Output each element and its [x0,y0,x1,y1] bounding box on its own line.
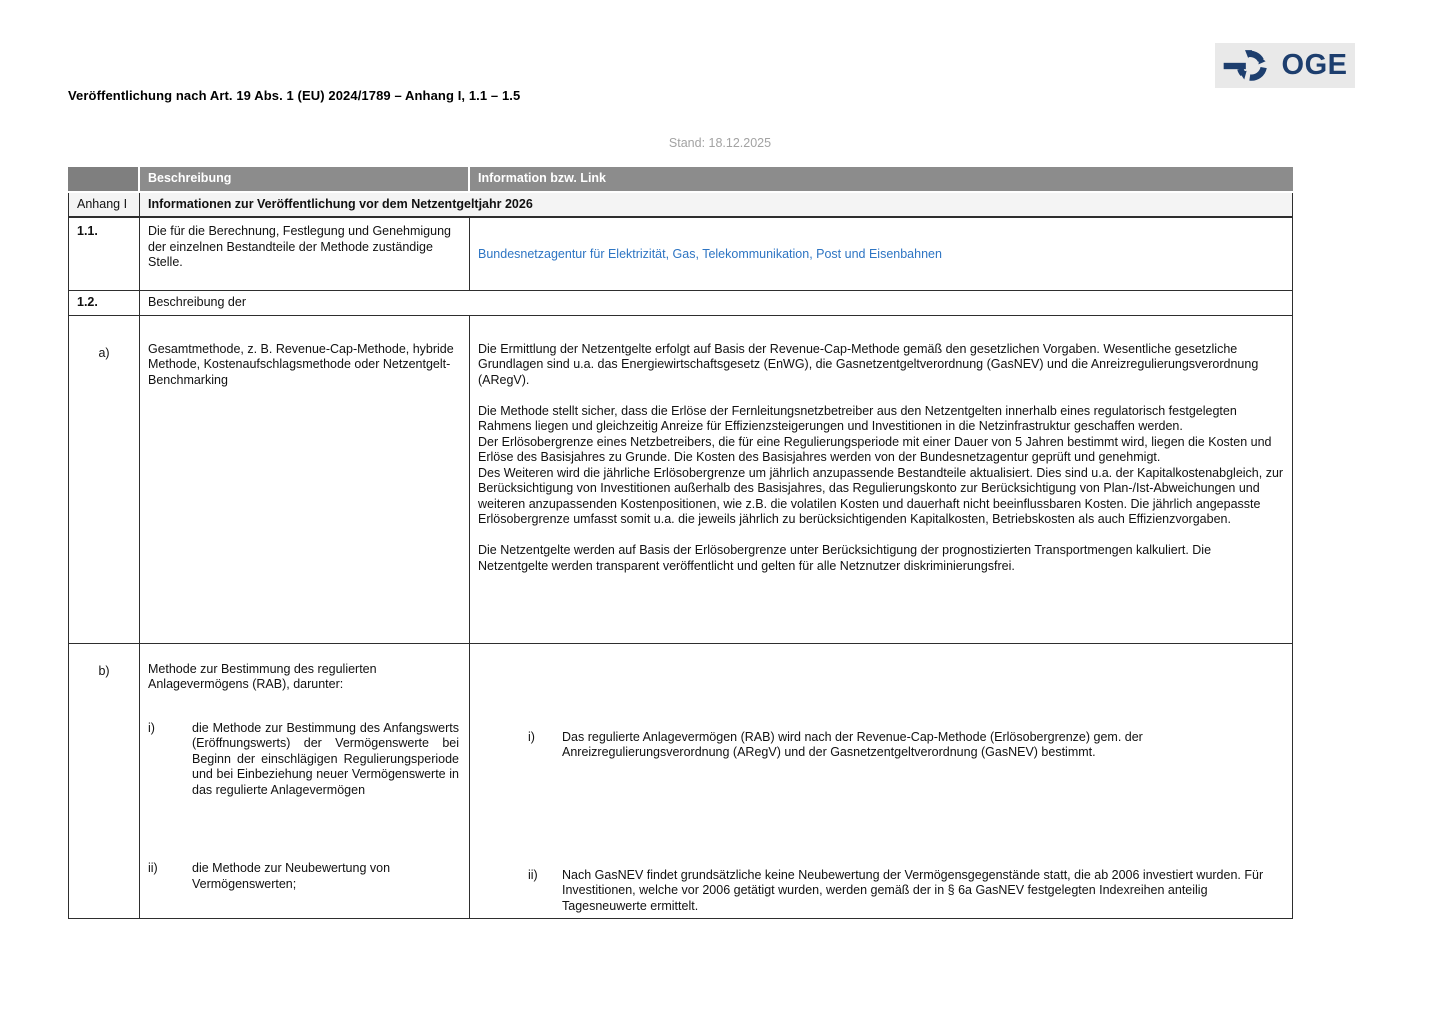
row-b-description [140,644,470,920]
item-i-text: die Methode zur Bestimmung des Anfangswerts (Eröffnungswerts) der Vermögenswerte bei Beginn der einschlägigen Regulierungsperiode und bei Einbeziehung neuer Vermögenswerte in das regulierte Anlagevermögen [192,720,459,797]
oge-logo [1215,43,1355,88]
row-a-info-paragraph-1: Die Ermittlung der Netzentgelte erfolgt auf Basis der Revenue-Cap-Methode gemäß den gesetzlichen Vorgaben. Wesentliche gesetzliche Grundlagen sind u.a. das Energiewirtschaftsgesetz (EnWG), die Gasnetzentgeltverordnung (GasNEV) und die Anreizregulierungsverordnung (ARegV). [478,341,1259,387]
row-a-info-paragraph-2 [478,404,1284,528]
row-a [68,316,1293,644]
info-i-text: Das regulierte Anlagevermögen (RAB) wird nach der Revenue-Cap-Methode (Erlösobergrenze) gem. der Anreizregulierungsverordnung (ARegV) und der Gasnetzentgeltverordnung (GasNEV) bestimmt. [562,729,1143,759]
row-a-id: a) [68,316,140,644]
item-i-number: i) [148,720,155,735]
row-1-1-description: Die für die Berechnung, Festlegung und Genehmigung der einzelnen Bestandteile der Methode zuständige Stelle. [140,218,470,291]
row-a-description: Gesamtmethode, z. B. Revenue-Cap-Methode, hybride Methode, Kostenaufschlagsmethode oder Netzentgelt-Benchmarking [140,316,470,644]
row-a-info [470,316,1293,644]
item-ii-text: die Methode zur Neubewertung von Vermögenswerten; [192,861,391,891]
anhang-title: Informationen zur Veröffentlichung vor dem Netzentgeltjahr 2026 [140,193,1293,219]
row-a-info-paragraph-2a: Die Methode stellt sicher, dass die Erlöse der Fernleitungsnetzbetreiber aus den Netzentgelten innerhalb eines regulatorisch festgelegten Rahmens liegen und gleichzeitig Anreize für Effizienzsteigerungen und Investitionen in die Netzinfrastruktur geschaffen werden. [478,403,1237,433]
anhang-row [68,193,1293,219]
document-date: Stand: 18.12.2025 [668,136,772,150]
row-b-info-item-i [478,730,1284,761]
row-1-1-id: 1.1. [68,218,140,291]
row-1-2 [68,291,1293,316]
row-b-info [470,644,1293,920]
row-b-info-item-ii [478,868,1284,915]
page-title: Veröffentlichung nach Art. 19 Abs. 1 (EU) 2024/1789 – Anhang I, 1.1 – 1.5 [68,88,521,103]
publication-table [68,167,1293,919]
info-i-number: i) [528,729,535,744]
anhang-id: Anhang I [68,193,140,219]
bundesnetzagentur-link[interactable]: Bundesnetzagentur für Elektrizität, Gas, Telekommunikation, Post und Eisenbahnen [478,247,942,262]
row-b [68,644,1293,920]
row-b-description-item-i [148,721,461,799]
oge-logo-icon [1223,47,1275,85]
row-1-2-description: Beschreibung der [140,291,1293,316]
row-1-1 [68,218,1293,291]
header-beschreibung: Beschreibung [140,167,470,193]
row-a-info-paragraph-3: Die Netzentgelte werden auf Basis der Erlösobergrenze unter Berücksichtigung der prognostizierten Transportmengen kalkuliert. Die Netzentgelte werden transparent veröffentlicht und gelten für alle Netznutzer diskriminierungsfrei. [478,543,1212,573]
info-ii-number: ii) [528,867,538,882]
info-ii-text: Nach GasNEV findet grundsätzliche keine Neubewertung der Vermögensgegenstände statt, die ab 2006 investiert wurden. Für Investitionen, welche vor 2006 getätigt wurden, werden gemäß der in § 6a GasNEV festgelegten Indexreihen anteilig Tagesneuwerte ermittelt. [562,867,1264,913]
oge-logo-text: OGE [1281,49,1348,81]
row-b-description-item-ii [148,861,461,892]
item-ii-number: ii) [148,861,158,875]
header-information-link: Information bzw. Link [470,167,1293,193]
row-1-2-id: 1.2. [68,291,140,316]
row-b-description-intro: Methode zur Bestimmung des regulierten Anlagevermögens (RAB), darunter: [148,661,377,691]
row-a-info-paragraph-2c: Des Weiteren wird die jährliche Erlösobergrenze um jährlich anzupassende Bestandteile aktualisiert. Dies sind u.a. der Kapitalkostenabgleich, zur Berücksichtigung von Investitionen außerhalb des Basisjahres, das Regulierungskonto zur Berücksichtigung von Plan-/Ist-Abweichungen und weiteren anzupassenden Kostenpositionen, wie z.B. die volatilen Kosten und dauerhaft nicht beeinflussbaren Kosten. Die jährlich angepasste Erlösobergrenze umfasst somit u.a. die jeweils jährlich zu berücksichtigenden Kapitalkosten, Betriebskosten als auch Effizienzvorgaben. [478,465,1284,526]
row-b-id: b) [68,644,140,920]
table-header-row [68,167,1293,193]
header-id-cell [68,167,140,193]
row-a-info-paragraph-2b: Der Erlösobergrenze eines Netzbetreibers, die für eine Regulierungsperiode mit einer Dauer von 5 Jahren bestimmt wird, liegen die Kosten und Erlöse des Basisjahres zu Grunde. Die Kosten des Basisjahres werden von der Bundesnetzagentur geprüft und genehmigt. [478,434,1272,464]
